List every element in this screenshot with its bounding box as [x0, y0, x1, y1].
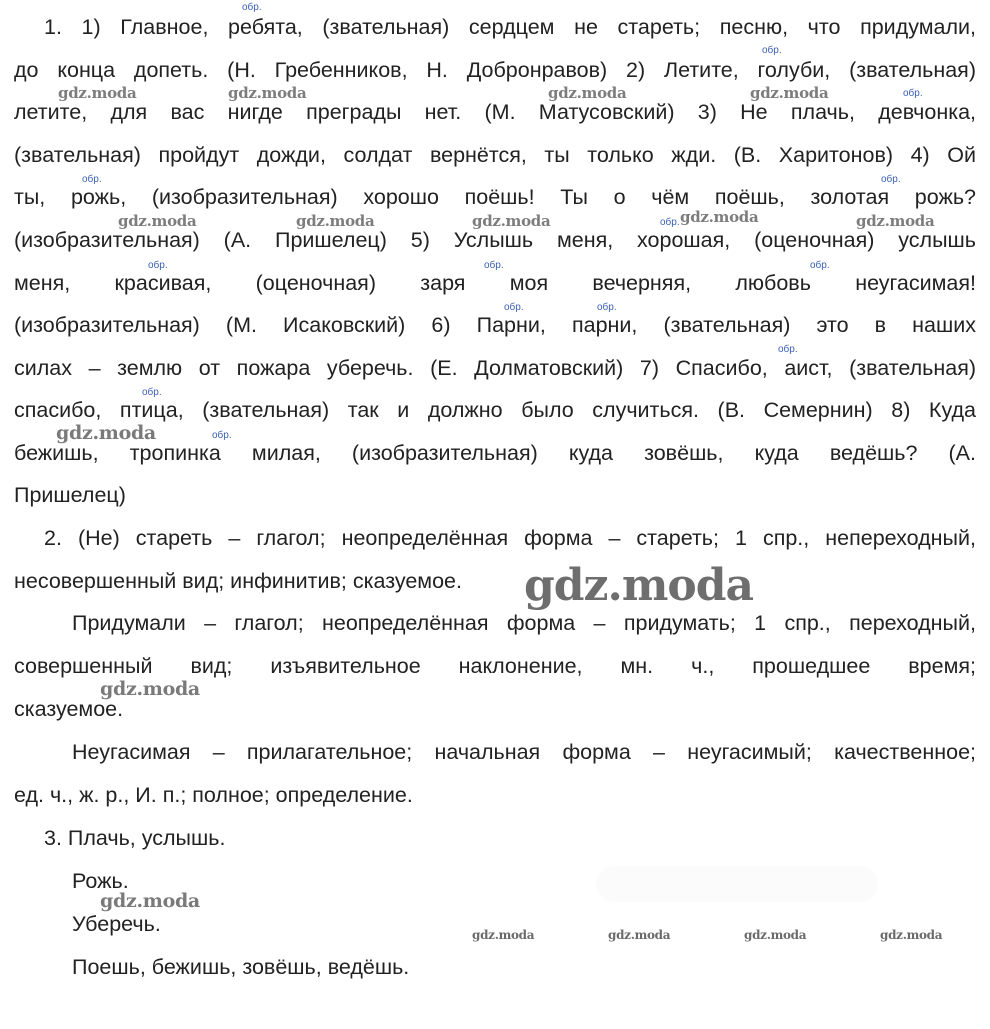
- watermark-label: gdz.moda: [472, 212, 551, 230]
- text-line: спасибо, птица, (звательная) так и должно было случиться. (В. Семернин) 8) Куда: [14, 398, 976, 422]
- text-line: меня, красивая, (оценочная) заря моя вечерняя, любовь неугасимая!: [14, 271, 976, 295]
- watermark-label: gdz.moda: [118, 212, 197, 230]
- mark-label: обр.: [881, 174, 901, 185]
- text-line: ты, рожь, (изобразительная) хорошо поёшь! Ты о чём поёшь, золотая рожь?: [14, 185, 976, 209]
- text-line: 1. 1) Главное, ребята, (звательная) сердцем не стареть; песню, что придумали,: [44, 15, 976, 39]
- watermark-label: gdz.moda: [880, 928, 943, 942]
- watermark-label: gdz.moda: [100, 890, 200, 912]
- text-line: совершенный вид; изъявительное наклонение, мн. ч., прошедшее время;: [14, 654, 976, 678]
- text-line: (изобразительная) (А. Пришелец) 5) Услышь меня, хорошая, (оценочная) услышь: [14, 228, 976, 252]
- watermark-label: gdz.moda: [548, 84, 627, 102]
- mark-label: обр.: [762, 45, 782, 56]
- mark-label: обр.: [597, 302, 617, 313]
- text-line: 2. (Не) стареть – глагол; неопределённая форма – стареть; 1 спр., непереходный,: [44, 526, 976, 550]
- text-line: силах – землю от пожара уберечь. (Е. Долматовский) 7) Спасибо, аист, (звательная): [14, 356, 976, 380]
- mark-label: обр.: [82, 174, 102, 185]
- mark-label: обр.: [810, 260, 830, 271]
- text-line: несовершенный вид; инфинитив; сказуемое.: [14, 569, 462, 593]
- watermark-label: gdz.moda: [100, 678, 200, 700]
- mark-label: обр.: [778, 344, 798, 355]
- mark-label: обр.: [242, 2, 262, 13]
- text-line: Поешь, бежишь, зовёшь, ведёшь.: [72, 955, 410, 979]
- watermark-label: gdz.moda: [296, 212, 375, 230]
- watermark-label: gdz.moda: [58, 84, 137, 102]
- watermark-label: gdz.moda: [524, 560, 754, 611]
- text-line: Пришелец): [14, 483, 126, 507]
- text-line: сказуемое.: [14, 697, 124, 721]
- mark-label: обр.: [142, 387, 162, 398]
- text-line: Неугасимая – прилагательное; начальная форма – неугасимый; качественное;: [72, 740, 976, 764]
- text-line: до конца допеть. (Н. Гребенников, Н. Добронравов) 2) Летите, голуби, (звательная): [14, 58, 976, 82]
- mark-label: обр.: [212, 430, 232, 441]
- watermark-label: gdz.moda: [56, 422, 156, 444]
- mark-label: обр.: [903, 88, 923, 99]
- mark-label: обр.: [484, 260, 504, 271]
- watermark-label: gdz.moda: [472, 928, 535, 942]
- text-line: Уберечь.: [72, 912, 161, 936]
- watermark-label: gdz.moda: [744, 928, 807, 942]
- mark-label: обр.: [504, 302, 524, 313]
- mark-label: обр.: [148, 260, 168, 271]
- text-line: (звательная) пройдут дожди, солдат вернётся, ты только жди. (В. Харитонов) 4) Ой: [14, 143, 976, 167]
- watermark-label: gdz.moda: [856, 212, 935, 230]
- watermark-label: gdz.moda: [750, 84, 829, 102]
- watermark-label: gdz.moda: [228, 84, 307, 102]
- text-line: бежишь, тропинка милая, (изобразительная) куда зовёшь, куда ведёшь? (А.: [14, 441, 976, 465]
- text-line: 3. Плачь, услышь.: [44, 826, 226, 850]
- mark-label: обр.: [660, 217, 680, 228]
- text-line: Придумали – глагол; неопределённая форма – придумать; 1 спр., переходный,: [72, 611, 976, 635]
- watermark-label: gdz.moda: [608, 928, 671, 942]
- watermark-label: gdz.moda: [680, 208, 759, 226]
- text-line: летите, для вас нигде преграды нет. (М. Матусовский) 3) Не плачь, девчонка,: [14, 100, 976, 124]
- text-line: ед. ч., ж. р., И. п.; полное; определение.: [14, 783, 413, 807]
- text-line: Рожь.: [72, 869, 129, 893]
- text-line: (изобразительная) (М. Исаковский) 6) Парни, парни, (звательная) это в наших: [14, 313, 976, 337]
